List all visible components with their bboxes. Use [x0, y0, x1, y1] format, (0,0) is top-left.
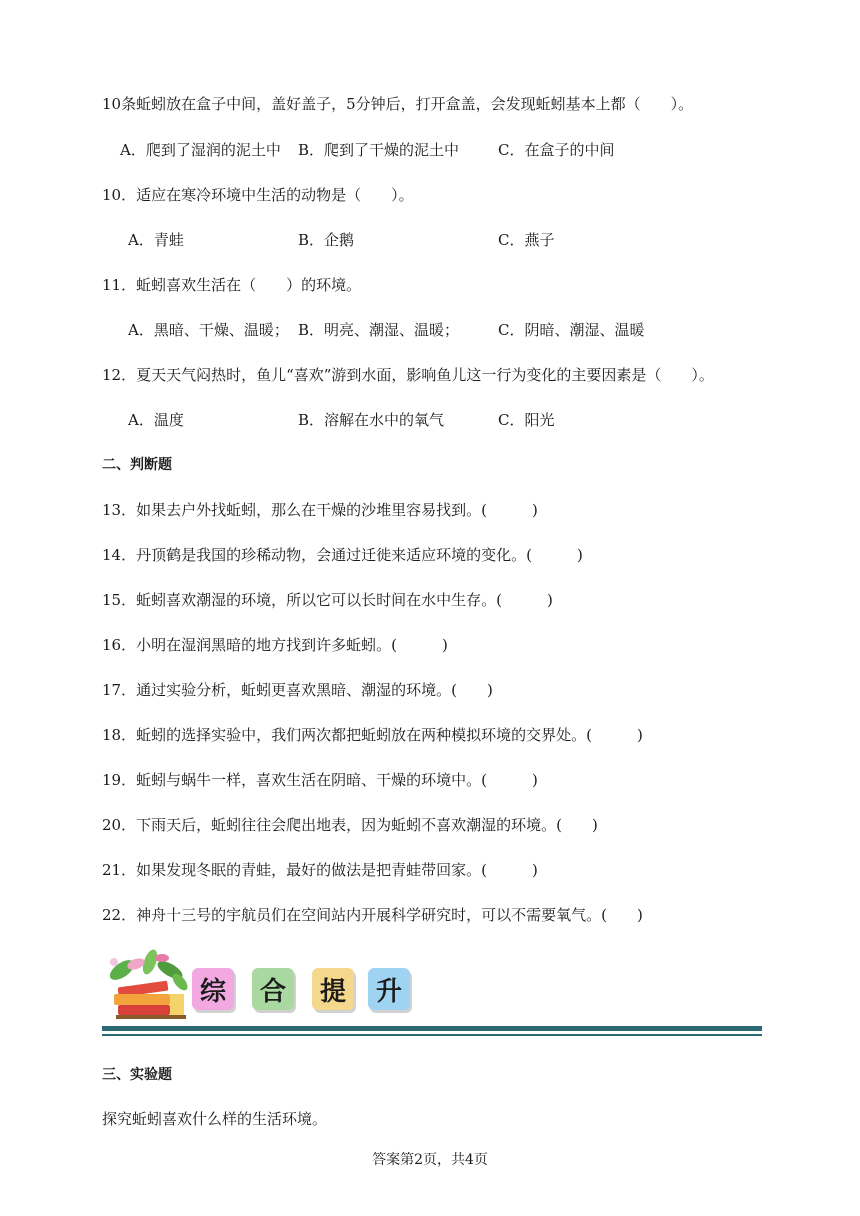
question-12-option-a: A．温度 [128, 411, 184, 429]
question-11-text: 11．蚯蚓喜欢生活在（ ）的环境。 [102, 276, 362, 294]
question-12-text: 12．夏天天气闷热时，鱼儿“喜欢”游到水面，影响鱼儿这一行为变化的主要因素是（ ）。 [102, 366, 714, 384]
question-9-text: 10条蚯蚓放在盒子中间，盖好盖子，5分钟后，打开盒盖，会发现蚯蚓基本上都（ ）。 [102, 95, 694, 113]
question-12-option-c: C．阳光 [498, 411, 555, 429]
section-3-intro: 探究蚯蚓喜欢什么样的生活环境。 [102, 1110, 328, 1128]
question-9-option-a: A．爬到了湿润的泥土中 [120, 141, 281, 159]
question-11-option-b: B．明亮、潮湿、温暖； [298, 321, 460, 339]
judgement-item-19: 19．蚯蚓与蜗牛一样，喜欢生活在阴暗、干燥的环境中。( ) [102, 771, 538, 789]
books-plants-icon [100, 948, 192, 1024]
question-10-text: 10．适应在寒冷环境中生活的动物是（ ）。 [102, 186, 414, 204]
question-10-option-c: C．燕子 [498, 231, 555, 249]
banner-tile-sheng: 升 [368, 968, 410, 1010]
judgement-item-22: 22．神舟十三号的宇航员们在空间站内开展科学研究时，可以不需要氧气。( ) [102, 906, 643, 924]
question-11-option-a: A．黑暗、干燥、温暖； [128, 321, 289, 339]
question-10-option-b: B．企鹅 [298, 231, 355, 249]
judgement-item-17: 17．通过实验分析，蚯蚓更喜欢黑暗、潮湿的环境。( ) [102, 681, 493, 699]
judgement-item-14: 14．丹顶鹤是我国的珍稀动物，会通过迁徙来适应环境的变化。( ) [102, 546, 583, 564]
judgement-item-16: 16．小明在湿润黑暗的地方找到许多蚯蚓。( ) [102, 636, 448, 654]
banner-tile-he: 合 [252, 968, 294, 1010]
banner-tile-ti: 提 [312, 968, 354, 1010]
judgement-item-21: 21．如果发现冬眠的青蛙，最好的做法是把青蛙带回家。( ) [102, 861, 538, 879]
question-9-option-b: B．爬到了干燥的泥土中 [298, 141, 460, 159]
page-footer: 答案第2页，共4页 [372, 1152, 488, 1168]
banner-tile-zong: 综 [192, 968, 234, 1010]
question-11-option-c: C．阴暗、潮湿、温暖 [498, 321, 645, 339]
question-10-option-a: A．青蛙 [128, 231, 184, 249]
section-2-title: 二、判断题 [102, 457, 172, 473]
question-12-option-b: B．溶解在水中的氧气 [298, 411, 445, 429]
judgement-item-20: 20．下雨天后，蚯蚓往往会爬出地表，因为蚯蚓不喜欢潮湿的环境。( ) [102, 816, 598, 834]
judgement-item-15: 15．蚯蚓喜欢潮湿的环境，所以它可以长时间在水中生存。( ) [102, 591, 553, 609]
question-9-option-c: C．在盒子的中间 [498, 141, 615, 159]
banner-divider-thin [102, 1034, 762, 1036]
judgement-item-13: 13．如果去户外找蚯蚓，那么在干燥的沙堆里容易找到。( ) [102, 501, 538, 519]
judgement-item-18: 18．蚯蚓的选择实验中，我们两次都把蚯蚓放在两种模拟环境的交界处。( ) [102, 726, 643, 744]
comprehensive-banner [100, 948, 762, 1038]
banner-divider-thick [102, 1026, 762, 1031]
section-3-title: 三、实验题 [102, 1067, 172, 1083]
